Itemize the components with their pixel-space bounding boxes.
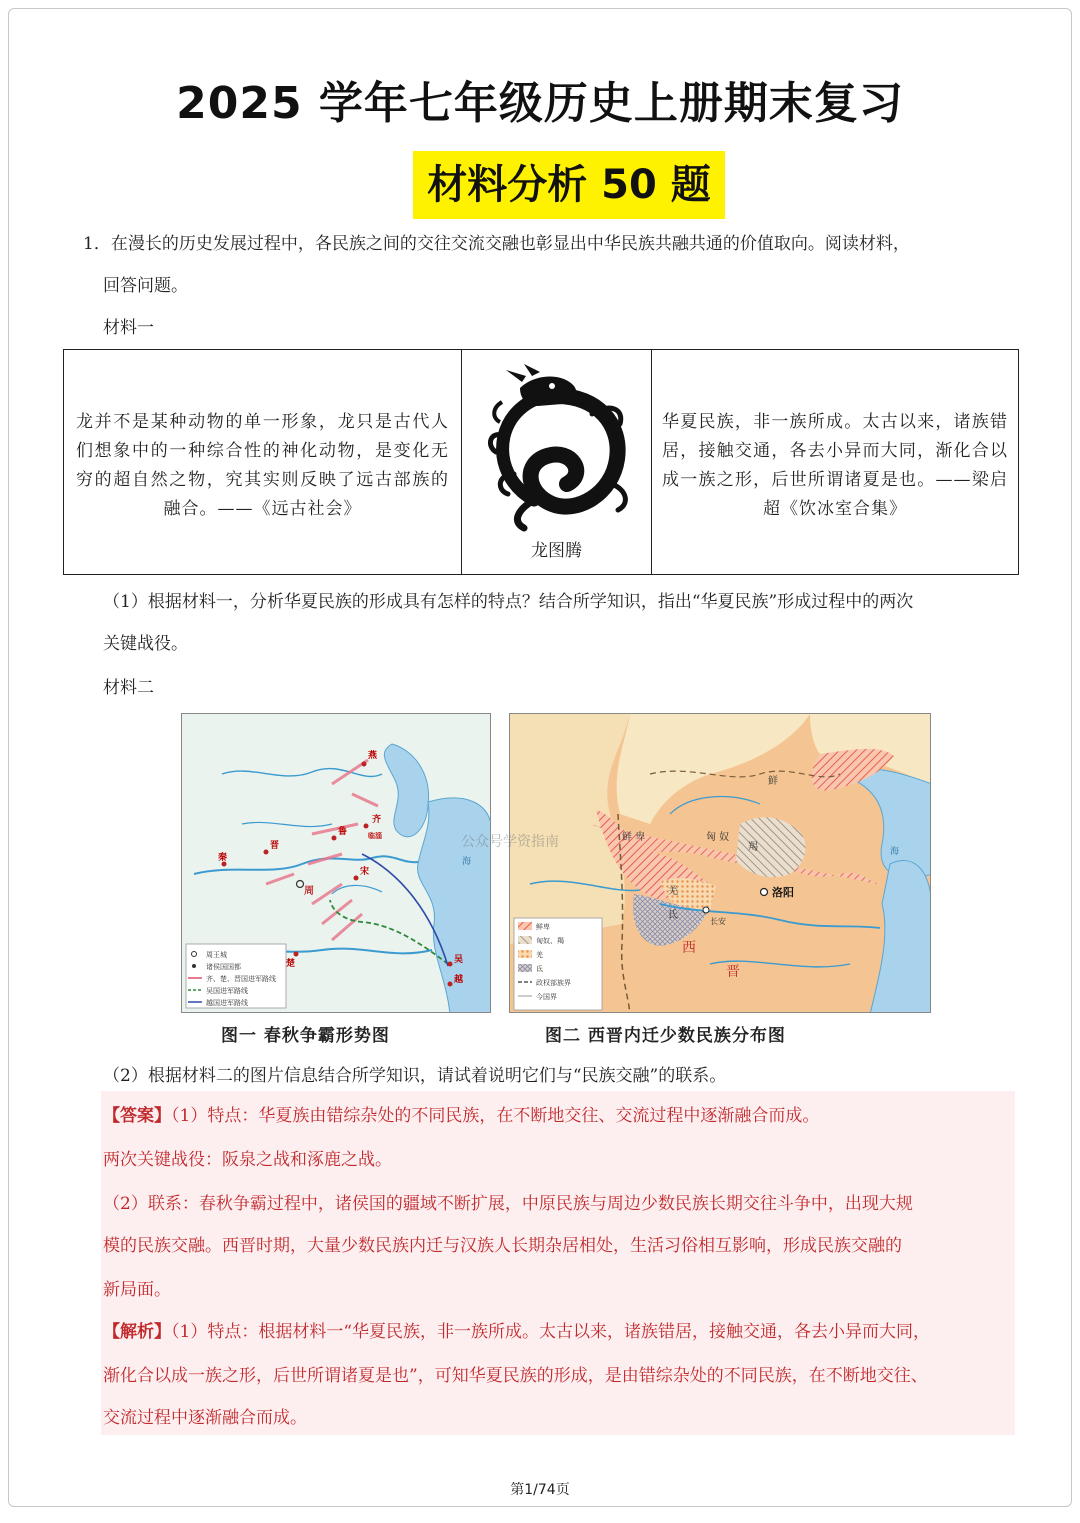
watermark-text: 公众号学资指南 <box>461 834 559 850</box>
map1-label-yan: 燕 <box>368 751 378 761</box>
material1-left-text: 龙并不是某种动物的单一形象，龙只是古代人们想象中的一种综合性的神化动物，是变化无穷的超自然之物，究其实则反映了远古部族的融合。——《远古社会》 <box>76 412 449 519</box>
analysis-line3: 交流过程中逐渐融合而成。 <box>103 1408 307 1428</box>
material1-left-cell <box>64 350 462 574</box>
material1-label: 材料一 <box>103 318 154 338</box>
page-number: 第1/74页 <box>510 1482 570 1498</box>
material2-maps <box>181 713 933 1049</box>
map2-label-changan: 长安 <box>710 917 726 926</box>
map2-label-xianbei-top: 鲜 <box>768 776 778 787</box>
map1-legend-3: 吴国进军路线 <box>206 987 248 995</box>
page-subtitle: 材料分析 50 题 <box>413 151 725 219</box>
map1-label-song: 宋 <box>360 867 370 877</box>
question-stem-line2: 回答问题。 <box>103 276 188 296</box>
map1-label-chu: 楚 <box>286 959 296 969</box>
answer-line3: （2）联系：春秋争霸过程中，诸侯国的疆域不断扩展，中原民族与周边少数民族长期交往斗争中，出现大规 <box>103 1194 913 1214</box>
map2-label-sea: 海 <box>890 847 900 857</box>
material1-right-text: 华夏民族，非一族所成。太古以来，诸族错居，接触交通，各去小异而大同，渐化合以成一族之形，后世所谓诸夏是也。——梁启超《饮冰室合集》 <box>662 412 1008 519</box>
map1-legend-2: 齐、楚、晋国进军路线 <box>206 975 276 983</box>
map2-caption: 图二 西晋内迁少数民族分布图 <box>545 1026 786 1046</box>
map2-label-xiongnu: 匈 奴 <box>706 832 730 843</box>
answer-line1-text: （1）特点：华夏族由错综杂处的不同民族，在不断地交往、交流过程中逐渐融合而成。 <box>171 1106 820 1126</box>
map1-label-zhou: 周 <box>304 886 314 897</box>
map2-label-luoyang: 洛阳 <box>772 886 794 899</box>
subquestion2: （2）根据材料二的图片信息结合所学知识，请试着说明它们与“民族交融”的联系。 <box>103 1066 727 1086</box>
map1-label-qin: 秦 <box>218 853 228 863</box>
subquestion1-line1: （1）根据材料一，分析华夏民族的形成具有怎样的特点？结合所学知识，指出“华夏民族”形成过程中的两次 <box>103 592 914 612</box>
map2-legend-0: 鲜卑 <box>536 923 550 931</box>
material2-label: 材料二 <box>103 678 154 698</box>
analysis-line1-text: （1）特点：根据材料一“华夏民族，非一族所成。太古以来，诸族错居，接触交通，各去小异而大同， <box>171 1322 931 1342</box>
map1-label-jin: 晋 <box>270 841 280 851</box>
material1-image-cell <box>462 350 652 574</box>
map2-legend-1: 匈奴、羯 <box>536 937 564 945</box>
analysis-line2: 渐化合以成一族之形，后世所谓诸夏是也”，可知华夏民族的形成，是由错综杂处的不同民族，在不断地交往、 <box>103 1366 928 1386</box>
western-jin-map <box>509 713 931 1013</box>
answer-line5: 新局面。 <box>103 1280 171 1300</box>
map2-label-jin: 晋 <box>726 964 740 980</box>
answer-line1 <box>103 1105 819 1127</box>
map2-legend-4: 政权部族界 <box>536 979 571 987</box>
map2-legend-3: 氐 <box>536 965 543 973</box>
page-title: 2025 学年七年级历史上册期末复习 <box>176 78 904 129</box>
map2-label-jie: 羯 <box>748 842 758 853</box>
map2-legend-5: 今国界 <box>536 993 557 1001</box>
dragon-totem-image <box>462 364 652 544</box>
map1-label-qi: 齐 <box>372 815 382 825</box>
map1-legend-1: 诸侯国国都 <box>206 963 241 971</box>
material1-right-cell <box>652 350 1018 574</box>
map1-label-lu: 鲁 <box>338 827 348 837</box>
dragon-caption: 龙图腾 <box>531 541 582 561</box>
document-page <box>8 8 1072 1507</box>
map2-label-qiang: 羌 <box>668 886 678 897</box>
answer-tag: 【答案】 <box>103 1106 171 1126</box>
map1-label-yue: 越 <box>454 975 464 985</box>
map1-caption: 图一 春秋争霸形势图 <box>221 1026 390 1046</box>
map2-label-xianbei-left: 鲜 卑 <box>622 832 646 843</box>
map1-legend-4: 越国进军路线 <box>206 999 248 1007</box>
material1-table <box>63 349 1019 575</box>
question-stem-line1: 1．在漫长的历史发展过程中，各民族之间的交往交流交融也彰显出中华民族共融共通的价值取向。阅读材料， <box>83 234 910 254</box>
analysis-tag: 【解析】 <box>103 1322 171 1342</box>
map1-label-wu: 吴 <box>454 955 464 965</box>
answer-line4: 模的民族交融。西晋时期，大量少数民族内迁与汉族人长期杂居相处，生活习俗相互影响，形成民族交融的 <box>103 1236 902 1256</box>
answer-box <box>101 1091 1015 1435</box>
answer-line2: 两次关键战役：阪泉之战和涿鹿之战。 <box>103 1150 392 1170</box>
map1-label-sea: 海 <box>462 857 472 867</box>
spring-autumn-map <box>181 713 491 1013</box>
map2-label-di: 氐 <box>668 910 678 921</box>
map2-legend-2: 羌 <box>536 951 543 959</box>
map1-label-linzi: 临淄 <box>368 832 382 840</box>
analysis-line1 <box>103 1321 930 1343</box>
map2-label-xi: 西 <box>682 940 696 956</box>
subquestion1-line2: 关键战役。 <box>103 634 188 654</box>
map1-legend-0: 周王城 <box>206 951 227 959</box>
